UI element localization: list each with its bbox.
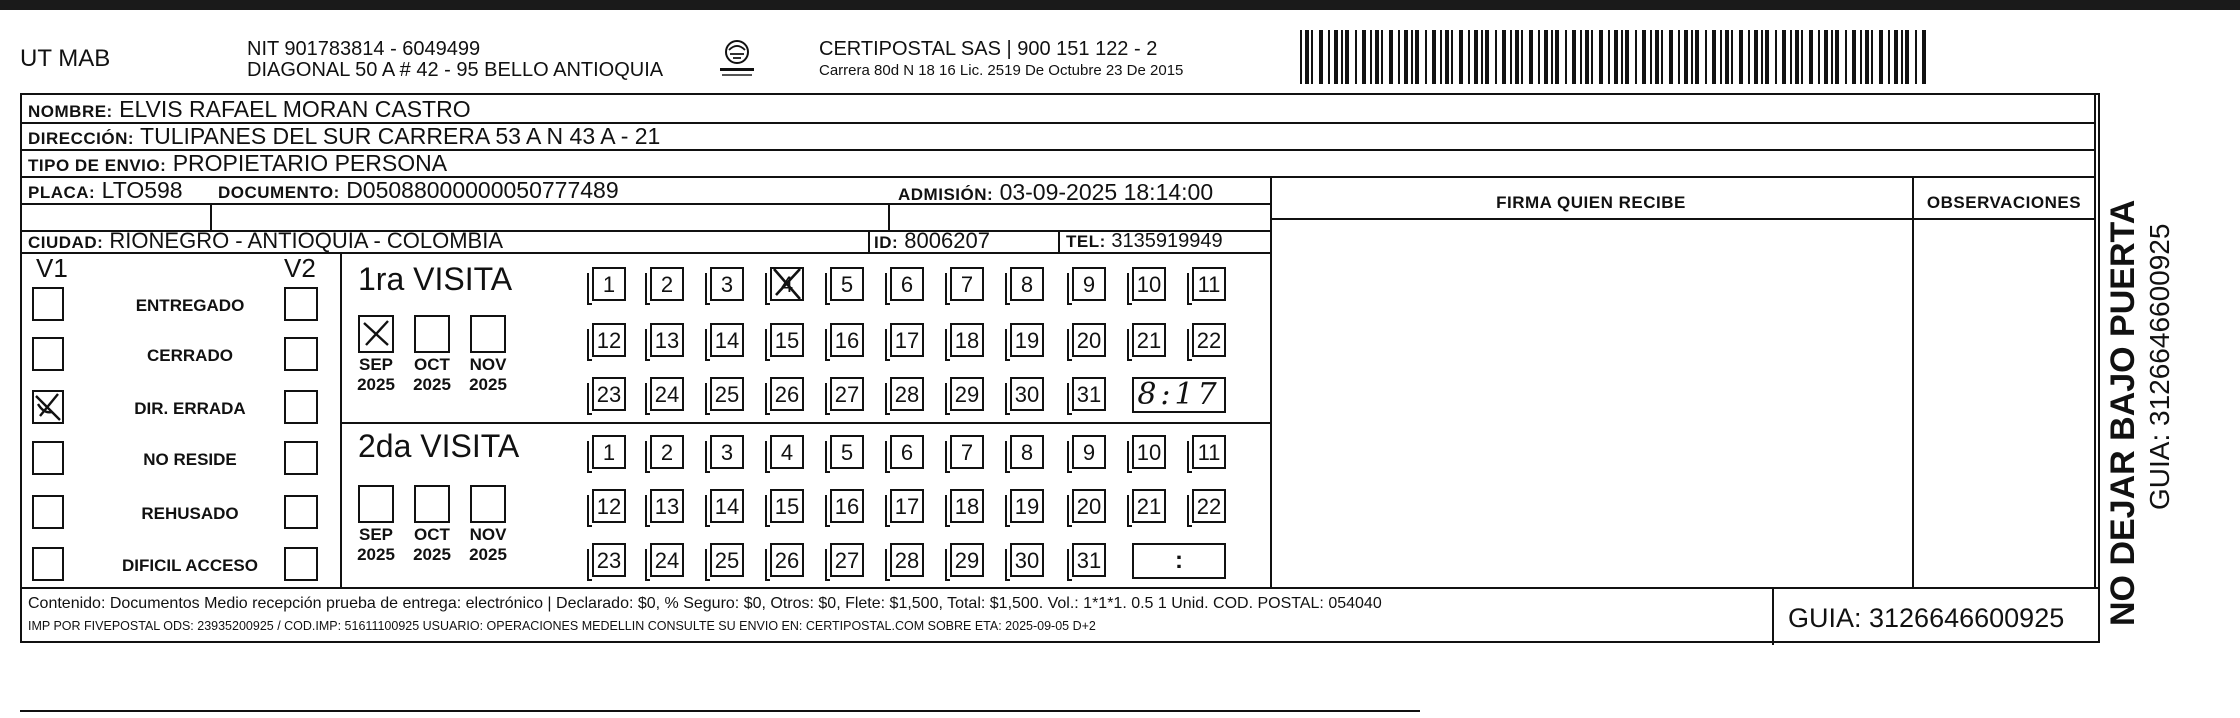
month-year: 2025 <box>469 375 507 394</box>
first-visit-day-27[interactable]: 27 <box>830 377 864 411</box>
v1-checkbox[interactable] <box>32 441 64 475</box>
courier-license: Carrera 80d N 18 16 Lic. 2519 De Octubre 23 De 2015 <box>819 62 1184 79</box>
barcode-bar <box>1515 30 1519 84</box>
month-name: OCT <box>414 355 450 374</box>
second-visit-day-18[interactable]: 18 <box>950 489 984 523</box>
barcode-bar <box>1922 30 1926 84</box>
first-visit-day-6[interactable]: 6 <box>890 267 924 301</box>
barcode-bar <box>1661 30 1663 84</box>
barcode-bar <box>1538 30 1540 84</box>
barcode-bar <box>1555 30 1559 84</box>
document-value: D05088000000050777489 <box>346 177 619 203</box>
v2-header: V2 <box>284 253 316 283</box>
barcode-bar <box>1415 30 1419 84</box>
second-visit-day-11[interactable]: 11 <box>1192 435 1226 469</box>
second-visit-day-29[interactable]: 29 <box>950 543 984 577</box>
barcode-bar <box>1720 30 1722 84</box>
month-name: SEP <box>358 525 394 544</box>
admission-value: 03-09-2025 18:14:00 <box>999 179 1214 205</box>
content-line: Contenido: Documentos Medio recepción prueba de entrega: electrónico | Declarado: $0, % Seguro: $0, Otros: $0, Flete: $1,500, Total: $1,500. Vol.: 1*1*1. 0.5 1 Unid. COD. POSTAL: 054040 <box>28 595 1382 612</box>
second-visit-day-1[interactable]: 1 <box>592 435 626 469</box>
barcode-bar <box>1871 30 1873 84</box>
barcode-bar <box>1608 30 1610 84</box>
barcode-bar <box>1599 30 1603 84</box>
v1-checkbox[interactable] <box>32 287 64 321</box>
second-visit-day-4[interactable]: 4 <box>770 435 804 469</box>
v2-checkbox[interactable] <box>284 287 318 321</box>
admission-label: ADMISIÓN: <box>898 185 994 204</box>
month-year: 2025 <box>469 545 507 564</box>
issuer-address: DIAGONAL 50 A # 42 - 95 BELLO ANTIOQUIA <box>247 59 664 81</box>
barcode-bar <box>1650 30 1652 84</box>
month-name: OCT <box>414 525 450 544</box>
tel-value: 3135919949 <box>1111 230 1223 252</box>
first-visit-day-15[interactable]: 15 <box>770 323 804 357</box>
second-visit-day-31[interactable]: 31 <box>1072 543 1106 577</box>
second-visit-month-checkbox[interactable] <box>470 485 506 523</box>
second-visit-day-25[interactable]: 25 <box>710 543 744 577</box>
second-visit-day-26[interactable]: 26 <box>770 543 804 577</box>
second-visit-day-20[interactable]: 20 <box>1072 489 1106 523</box>
first-visit-day-2[interactable]: 2 <box>650 267 684 301</box>
barcode-bar <box>1334 30 1338 84</box>
month-label <box>458 525 518 565</box>
certipostal-logo-icon <box>712 38 762 80</box>
second-visit-day-7[interactable]: 7 <box>950 435 984 469</box>
first-visit-day-25[interactable]: 25 <box>710 377 744 411</box>
second-visit-day-2[interactable]: 2 <box>650 435 684 469</box>
barcode-bar <box>1375 30 1379 84</box>
barcode-bar <box>1381 30 1383 84</box>
v1-header: V1 <box>36 253 68 283</box>
first-visit-day-3[interactable]: 3 <box>710 267 744 301</box>
barcode-bar <box>1544 30 1548 84</box>
second-visit-title: 2da VISITA <box>358 428 520 464</box>
second-visit-day-28[interactable]: 28 <box>890 543 924 577</box>
second-visit-day-17[interactable]: 17 <box>890 489 924 523</box>
barcode-bar <box>1635 30 1637 84</box>
barcode-bar <box>1801 30 1803 84</box>
month-label <box>402 355 462 395</box>
v2-checkbox[interactable] <box>284 441 318 475</box>
barcode-bar <box>1411 30 1413 84</box>
barcode-bar <box>1691 30 1693 84</box>
address-row <box>28 123 660 149</box>
plate-label: PLACA: <box>28 183 96 202</box>
barcode-bar <box>1625 30 1629 84</box>
barcode-bar <box>1481 30 1483 84</box>
first-visit-day-1[interactable]: 1 <box>592 267 626 301</box>
barcode-bar <box>1565 30 1567 84</box>
month-year: 2025 <box>413 545 451 564</box>
barcode-bar <box>1731 30 1733 84</box>
second-visit-day-14[interactable]: 14 <box>710 489 744 523</box>
first-visit-day-22[interactable]: 22 <box>1192 323 1226 357</box>
second-visit-day-30[interactable]: 30 <box>1010 543 1044 577</box>
first-visit-day-17[interactable]: 17 <box>890 323 924 357</box>
barcode-bar <box>1440 30 1442 84</box>
month-name: NOV <box>469 525 507 544</box>
barcode-bar <box>1655 30 1659 84</box>
shipping-form <box>20 93 2100 643</box>
first-visit-day-23[interactable]: 23 <box>592 377 626 411</box>
barcode-bar <box>1445 30 1449 84</box>
first-visit-day-24[interactable]: 24 <box>650 377 684 411</box>
admission-field <box>898 179 1213 205</box>
barcode-bar <box>1901 30 1903 84</box>
signature-header: FIRMA QUIEN RECIBE <box>1496 193 1686 212</box>
barcode-bar <box>1765 30 1769 84</box>
document-label: DOCUMENTO: <box>218 183 340 202</box>
first-visit-day-26[interactable]: 26 <box>770 377 804 411</box>
side-warning: NO DEJAR BAJO PUERTA <box>2104 199 2142 626</box>
status-label: DIFICIL ACCESO <box>121 556 258 575</box>
barcode-bar <box>1551 30 1553 84</box>
month-label <box>346 355 406 395</box>
barcode-bar <box>1845 30 1847 84</box>
barcode-bar <box>1865 30 1869 84</box>
barcode-bar <box>1894 30 1898 84</box>
barcode-bar <box>1761 30 1763 84</box>
month-year: 2025 <box>357 545 395 564</box>
first-visit-day-18[interactable]: 18 <box>950 323 984 357</box>
barcode-bar <box>1642 30 1646 84</box>
nit-text: NIT 901783814 - 6049499 <box>247 38 481 60</box>
barcode-bar <box>1712 30 1716 84</box>
plate-value: LTO598 <box>101 177 183 203</box>
month-label <box>458 355 518 395</box>
document-field <box>218 177 619 203</box>
second-visit-day-23[interactable]: 23 <box>592 543 626 577</box>
barcode-bar <box>1754 30 1758 84</box>
shipping-type: PROPIETARIO PERSONA <box>172 150 448 176</box>
barcode-bar <box>1474 30 1478 84</box>
barcode-bar <box>1795 30 1799 84</box>
barcode-bar <box>1775 30 1777 84</box>
barcode-bar <box>1824 30 1828 84</box>
second-visit-day-9[interactable]: 9 <box>1072 435 1106 469</box>
sep-mark-icon <box>358 315 394 353</box>
second-visit-day-10[interactable]: 10 <box>1132 435 1166 469</box>
side-guide: GUIA: 3126646600925 <box>2144 223 2175 510</box>
barcode-bar <box>1790 30 1792 84</box>
city-value: RIONEGRO - ANTIOQUIA - COLOMBIA <box>109 228 504 253</box>
barcode-bar <box>1328 30 1330 84</box>
barcode-bar <box>1591 30 1593 84</box>
barcode-bar <box>1305 30 1309 84</box>
name-label: NOMBRE: <box>28 102 113 121</box>
status-label: DIR. ERRADA <box>134 399 246 418</box>
barcode-bar <box>1404 30 1408 84</box>
barcode-bar <box>1451 30 1453 84</box>
first-visit-day-20[interactable]: 20 <box>1072 323 1106 357</box>
plate-field <box>28 177 183 203</box>
barcode-bar <box>1468 30 1470 84</box>
barcode-bar <box>1459 30 1463 84</box>
v1-mark-icon <box>32 390 64 424</box>
barcode-bar <box>1319 30 1323 84</box>
barcode-bar <box>1341 30 1343 84</box>
month-year: 2025 <box>357 375 395 394</box>
barcode-bar <box>1485 30 1489 84</box>
barcode-bar <box>1495 30 1497 84</box>
status-label: CERRADO <box>147 346 233 365</box>
first-visit-day-14[interactable]: 14 <box>710 323 744 357</box>
tel-field <box>1066 228 1223 254</box>
month-label <box>402 525 462 565</box>
barcode-bar <box>1389 30 1393 84</box>
v1-checkbox[interactable] <box>32 547 64 581</box>
v2-checkbox[interactable] <box>284 390 318 424</box>
first-visit-day-10[interactable]: 10 <box>1132 267 1166 301</box>
second-visit-day-5[interactable]: 5 <box>830 435 864 469</box>
month-year: 2025 <box>413 375 451 394</box>
barcode-bar <box>1831 30 1833 84</box>
status-label: ENTREGADO <box>135 296 245 315</box>
barcode-bar <box>1572 30 1576 84</box>
first-visit-time-box[interactable]: 8:17 <box>1132 377 1226 413</box>
status-label: REHUSADO <box>141 504 239 523</box>
first-visit-day-7[interactable]: 7 <box>950 267 984 301</box>
barcode-bar <box>1888 30 1890 84</box>
second-visit-day-22[interactable]: 22 <box>1192 489 1226 523</box>
month-label <box>346 525 406 565</box>
barcode-bar <box>1739 30 1743 84</box>
barcode-bar <box>1782 30 1786 84</box>
id-value: 8006207 <box>904 228 990 253</box>
second-visit-month-checkbox[interactable] <box>414 485 450 523</box>
second-visit-day-21[interactable]: 21 <box>1132 489 1166 523</box>
barcode-bar <box>1510 30 1512 84</box>
first-visit-day-13[interactable]: 13 <box>650 323 684 357</box>
first-visit-day-16[interactable]: 16 <box>830 323 864 357</box>
second-visit-day-16[interactable]: 16 <box>830 489 864 523</box>
barcode-bar <box>1432 30 1436 84</box>
second-visit-month-checkbox[interactable] <box>358 485 394 523</box>
v2-checkbox[interactable] <box>284 495 318 529</box>
barcode-bar <box>1502 30 1506 84</box>
address-label: DIRECCIÓN: <box>28 129 135 148</box>
first-visit-day-5[interactable]: 5 <box>830 267 864 301</box>
day-4-mark-icon <box>770 267 804 301</box>
recipient-address: TULIPANES DEL SUR CARRERA 53 A N 43 A - 21 <box>140 123 661 149</box>
barcode-bar <box>1398 30 1400 84</box>
second-visit-day-27[interactable]: 27 <box>830 543 864 577</box>
second-visit-time-box[interactable]: : <box>1132 543 1226 579</box>
barcode-bar <box>1678 30 1680 84</box>
guide-number: GUIA: 3126646600925 <box>1788 603 2065 633</box>
month-name: NOV <box>469 355 507 374</box>
top-edge <box>0 0 2240 10</box>
first-visit-month-checkbox[interactable] <box>414 315 450 353</box>
barcode-bar <box>1585 30 1589 84</box>
company-name: UT MAB <box>20 45 111 72</box>
v2-checkbox[interactable] <box>284 337 318 371</box>
observations-header: OBSERVACIONES <box>1926 193 2082 212</box>
first-visit-day-8[interactable]: 8 <box>1010 267 1044 301</box>
v1-checkbox[interactable] <box>32 337 64 371</box>
barcode-bar <box>1852 30 1856 84</box>
second-visit-day-24[interactable]: 24 <box>650 543 684 577</box>
barcode-bar <box>1695 30 1699 84</box>
second-visit-day-12[interactable]: 12 <box>592 489 626 523</box>
first-visit-day-31[interactable]: 31 <box>1072 377 1106 411</box>
first-visit-day-9[interactable]: 9 <box>1072 267 1106 301</box>
barcode-bar <box>1345 30 1349 84</box>
name-row <box>28 96 471 122</box>
barcode-bar <box>1311 30 1313 84</box>
imp-line: IMP POR FIVEPOSTAL ODS: 23935200925 / COD.IMP: 51611100925 USUARIO: OPERACIONES MEDELLIN CONSULTE SU ENVIO EN: CERTIPOSTAL.COM SOBRE ETA: 2025-09-05 D+2 <box>28 619 1096 633</box>
first-visit-day-12[interactable]: 12 <box>592 323 626 357</box>
courier-name: CERTIPOSTAL SAS | 900 151 122 - 2 <box>819 38 1158 60</box>
first-visit-day-4[interactable]: 4 <box>770 267 804 301</box>
barcode-icon <box>1300 30 1936 84</box>
first-visit-day-29[interactable]: 29 <box>950 377 984 411</box>
shipping-type-label: TIPO DE ENVIO: <box>28 156 167 175</box>
second-visit-day-13[interactable]: 13 <box>650 489 684 523</box>
v2-checkbox[interactable] <box>284 547 318 581</box>
tel-label: TEL: <box>1066 232 1106 251</box>
barcode-bar <box>1905 30 1909 84</box>
barcode-bar <box>1669 30 1673 84</box>
barcode-bar <box>1835 30 1839 84</box>
city-field <box>28 228 503 254</box>
barcode-bar <box>1725 30 1729 84</box>
barcode-bar <box>1915 30 1917 84</box>
barcode-bar <box>1521 30 1523 84</box>
first-visit-month-checkbox[interactable] <box>470 315 506 353</box>
recipient-name: ELVIS RAFAEL MORAN CASTRO <box>119 96 471 122</box>
v1-checkbox[interactable] <box>32 495 64 529</box>
first-visit-day-28[interactable]: 28 <box>890 377 924 411</box>
barcode-bar <box>1621 30 1623 84</box>
second-visit-day-6[interactable]: 6 <box>890 435 924 469</box>
barcode-bar <box>1529 30 1533 84</box>
first-visit-day-21[interactable]: 21 <box>1132 323 1166 357</box>
second-visit-day-15[interactable]: 15 <box>770 489 804 523</box>
barcode-bar <box>1425 30 1427 84</box>
barcode-bar <box>1300 30 1302 84</box>
barcode-bar <box>1818 30 1820 84</box>
barcode-bar <box>1748 30 1750 84</box>
city-label: CIUDAD: <box>28 233 104 252</box>
barcode-bar <box>1614 30 1618 84</box>
second-visit-day-3[interactable]: 3 <box>710 435 744 469</box>
barcode-bar <box>1370 30 1372 84</box>
barcode-bar <box>1705 30 1707 84</box>
first-visit-day-30[interactable]: 30 <box>1010 377 1044 411</box>
barcode-bar <box>1362 30 1366 84</box>
barcode-bar <box>1355 30 1357 84</box>
month-name: SEP <box>358 355 394 374</box>
barcode-bar <box>1580 30 1582 84</box>
shipping-type-row <box>28 150 447 176</box>
second-visit-day-8[interactable]: 8 <box>1010 435 1044 469</box>
first-visit-day-11[interactable]: 11 <box>1192 267 1226 301</box>
barcode-bar <box>1684 30 1688 84</box>
status-label: NO RESIDE <box>143 450 237 469</box>
id-label: ID: <box>874 233 899 252</box>
first-visit-title: 1ra VISITA <box>358 261 513 297</box>
second-visit-day-19[interactable]: 19 <box>1010 489 1044 523</box>
first-visit-day-19[interactable]: 19 <box>1010 323 1044 357</box>
barcode-bar <box>1860 30 1862 84</box>
bottom-edge <box>20 710 1420 712</box>
barcode-bar <box>1879 30 1883 84</box>
barcode-bar <box>1809 30 1813 84</box>
id-field <box>874 228 990 254</box>
